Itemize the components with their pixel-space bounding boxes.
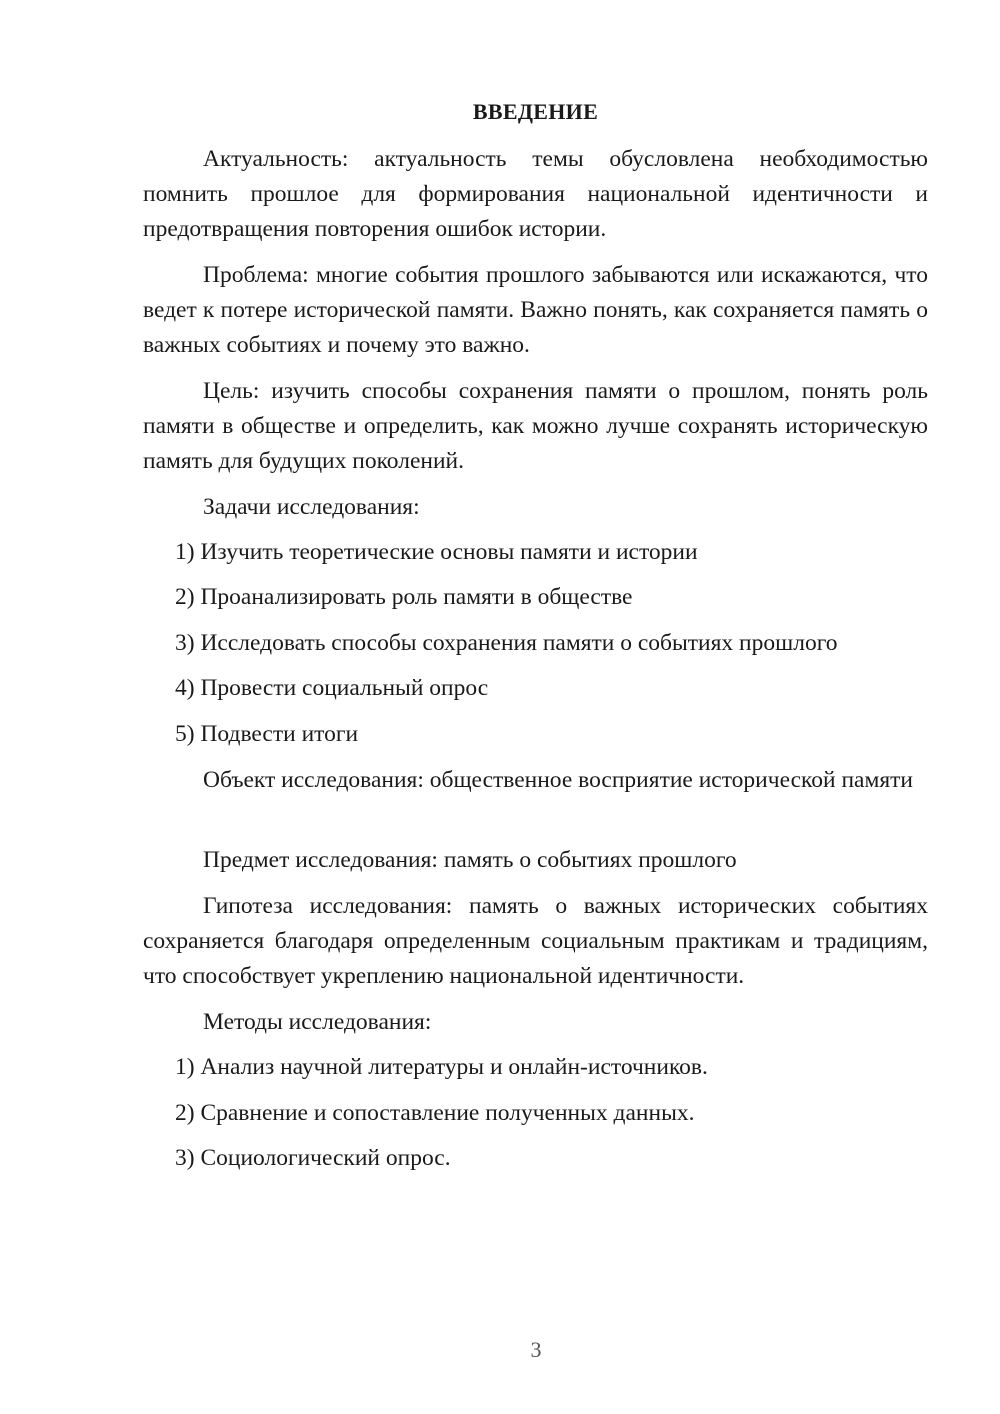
object-paragraph: Объект исследования: общественное восприятие исторической памяти <box>203 767 913 793</box>
relevance-paragraph: Актуальность: актуальность темы обусловлена необходимостью помнить прошлое для формирования национальной идентичности и предотвращения повторения ошибок истории. <box>143 146 928 242</box>
task-item: 3) Исследовать способы сохранения памяти о событиях прошлого <box>175 630 838 656</box>
method-item: 3) Социологический опрос. <box>175 1145 451 1171</box>
task-item: 5) Подвести итоги <box>175 721 359 747</box>
methods-label: Методы исследования: <box>203 1009 432 1035</box>
task-item: 4) Провести социальный опрос <box>175 675 489 701</box>
method-item: 2) Сравнение и сопоставление полученных данных. <box>175 1100 695 1126</box>
problem-paragraph: Проблема: многие события прошлого забываются или искажаются, что ведет к потере исторической памяти. Важно понять, как сохраняется память о важных событиях и почему это важно. <box>143 262 928 358</box>
section-heading: ВВЕДЕНИЕ <box>472 99 599 124</box>
goal-paragraph: Цель: изучить способы сохранения памяти о прошлом, понять роль памяти в обществе и определить, как можно лучше сохранять историческую память для будущих поколений. <box>143 378 928 474</box>
subject-paragraph: Предмет исследования: память о событиях прошлого <box>203 847 737 873</box>
task-item: 1) Изучить теоретические основы памяти и истории <box>175 539 698 565</box>
method-item: 1) Анализ научной литературы и онлайн-источников. <box>175 1054 708 1080</box>
hypothesis-paragraph: Гипотеза исследования: память о важных исторических событиях сохраняется благодаря определенным социальным практикам и традициям, что способствует укреплению национальной идентичности. <box>143 893 928 989</box>
task-item: 2) Проанализировать роль памяти в обществе <box>175 584 633 610</box>
page-number: 3 <box>530 1337 542 1362</box>
tasks-label: Задачи исследования: <box>203 494 420 520</box>
